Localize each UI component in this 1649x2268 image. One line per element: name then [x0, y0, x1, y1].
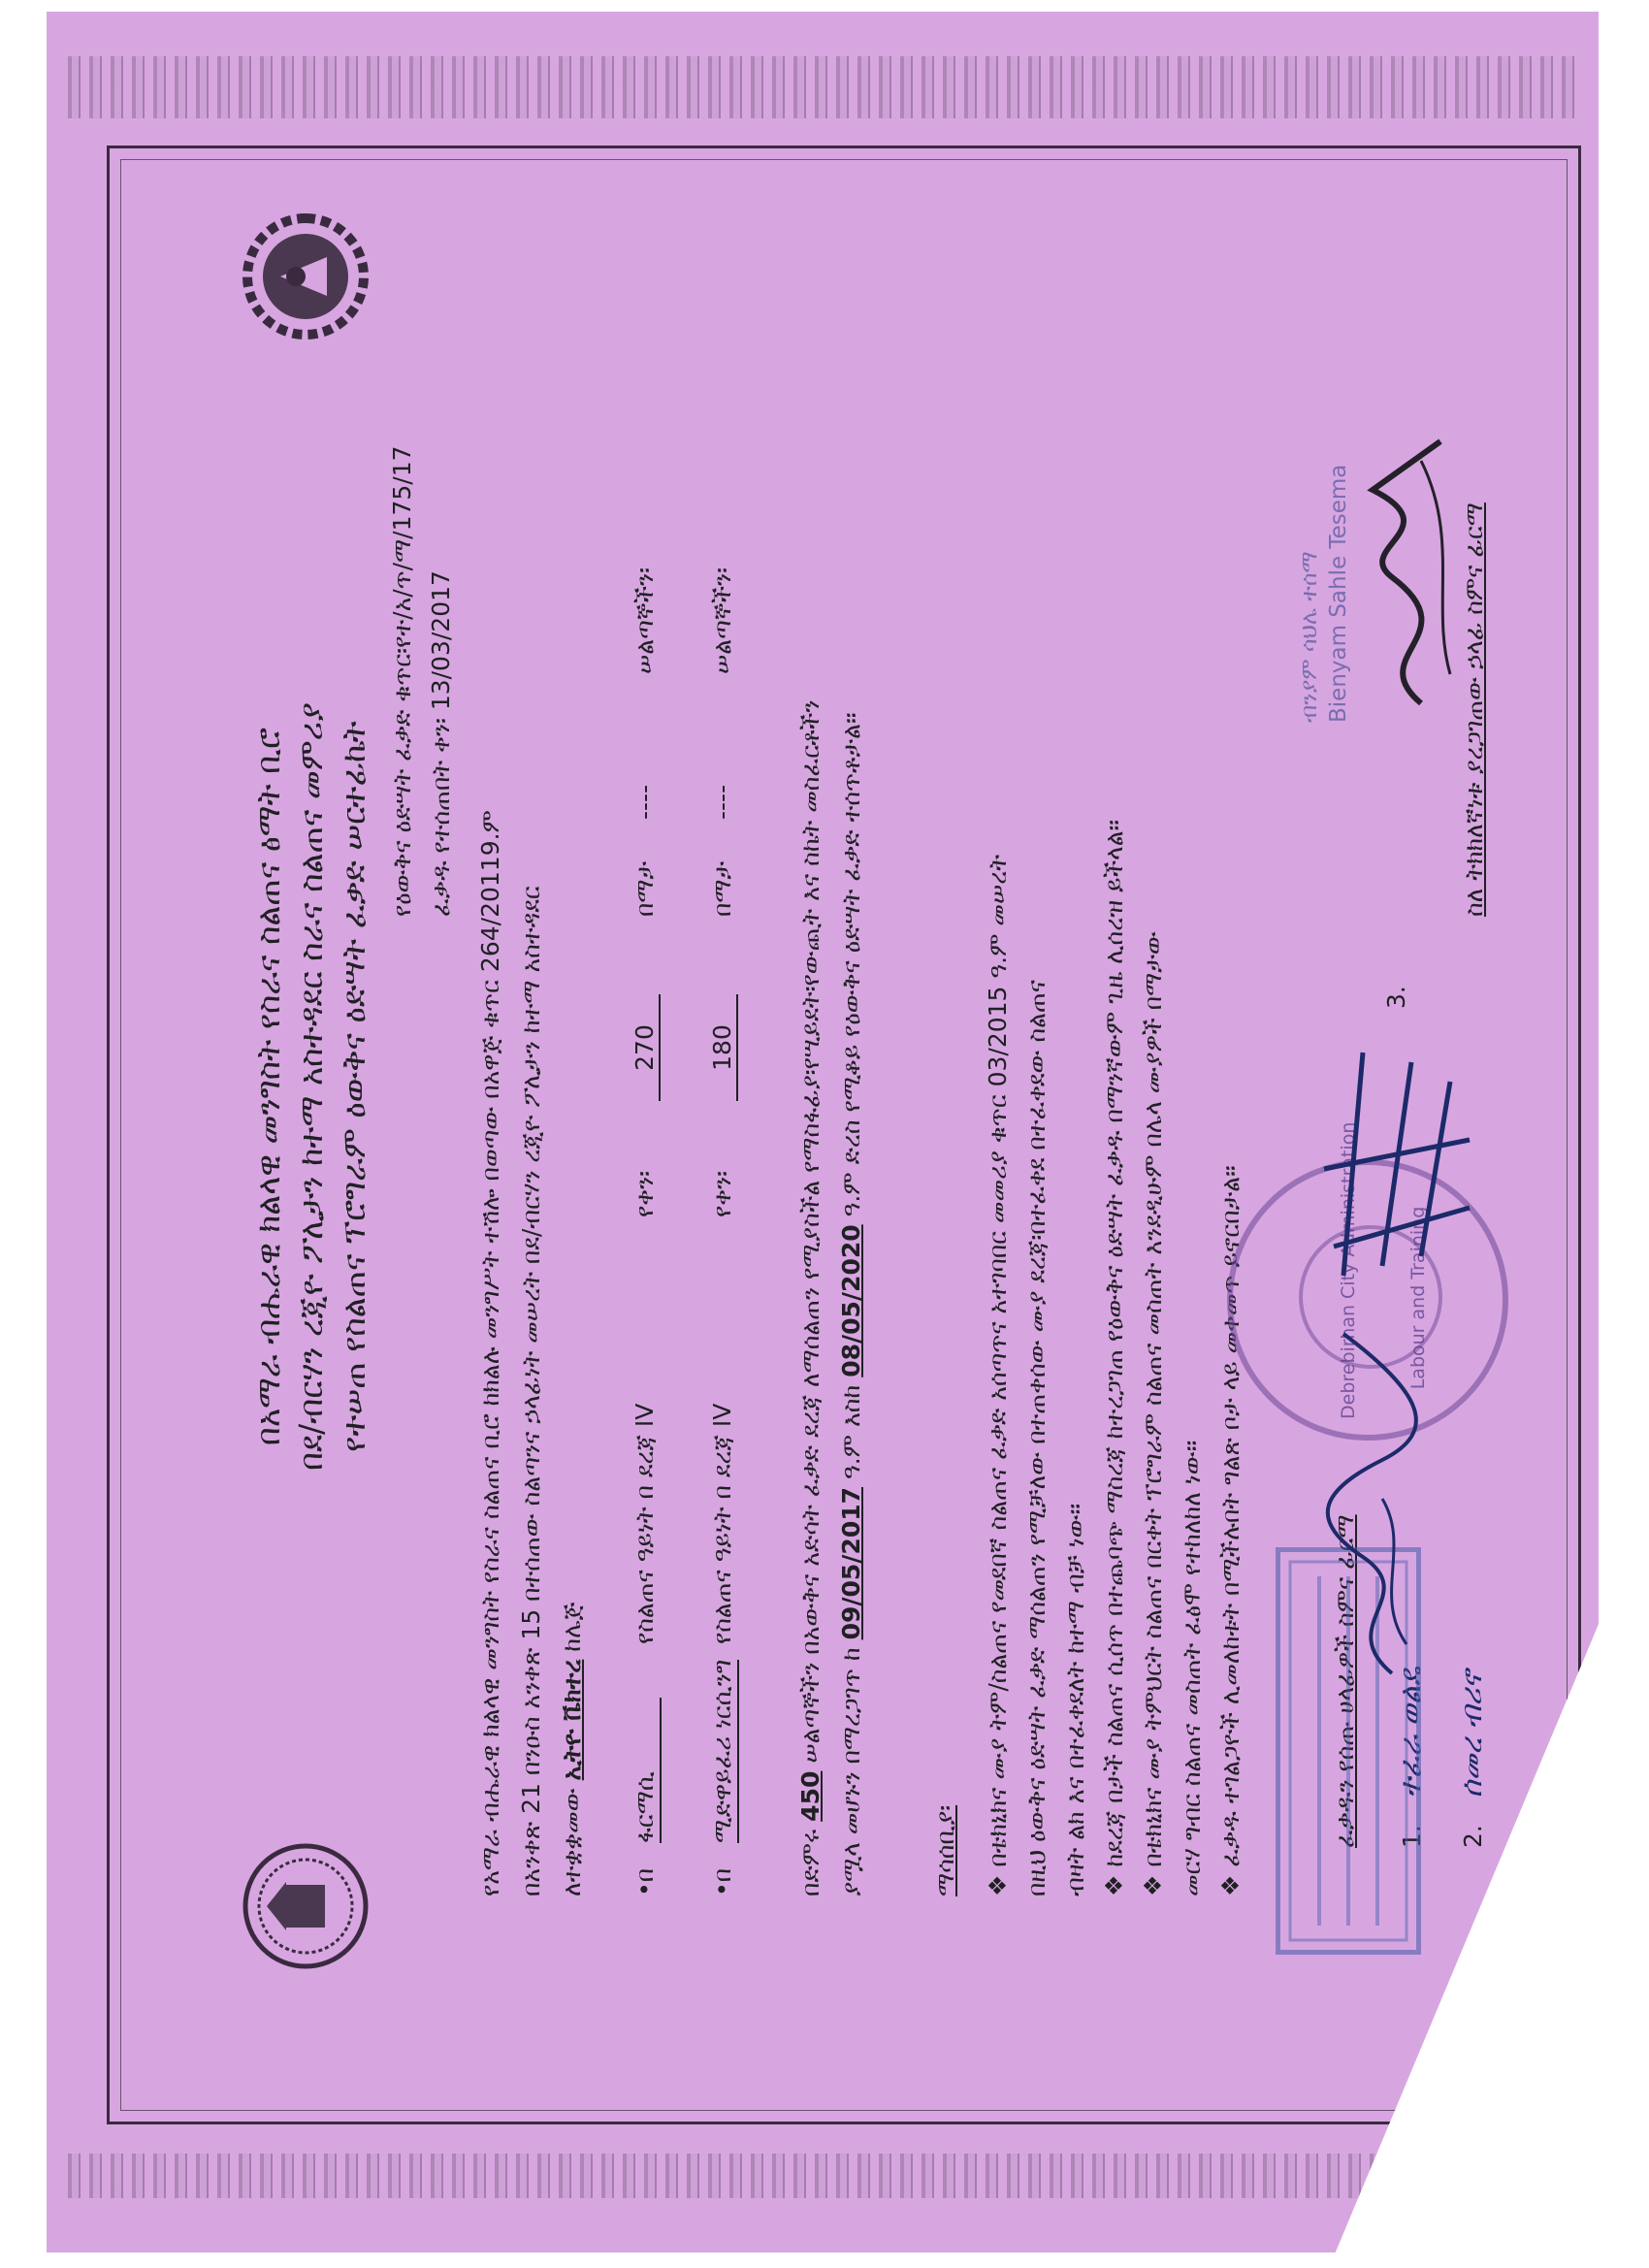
issue-date: ፈቃዱ የተሰጠበት ቀን፡ 13/03/2017 — [427, 570, 455, 917]
validity-statement — [791, 247, 872, 1896]
signatory-row — [1451, 1514, 1495, 1848]
day-label: የቀን፡ — [708, 1171, 736, 1217]
signatory-name: ሰመረ ብሪኖ — [1455, 1670, 1489, 1798]
validity-line2-pre: ያሟላ መሆኑን በማረጋገጥ ከ — [837, 1647, 865, 1896]
validity-line2-mid: ዓ.ም እስከ — [837, 1384, 865, 1480]
trade-bullet: •በ — [708, 1867, 736, 1896]
night-label: በማታ — [708, 860, 736, 917]
notice-title: ማሳሰቢያ፡ — [931, 1804, 959, 1896]
notice-item: ብዛት ልክ እና በተፈቀደለት ከተማ ብቻ ነው። — [1061, 1503, 1089, 1896]
decorative-border-bottom — [68, 2154, 1581, 2198]
heading-line-2: በደ/ብርሃን ረጂዮ ፖሊታን ከተማ አስተዳደር ስራና ስልጠና መምሪያ — [292, 702, 330, 1471]
decorative-border-top — [68, 56, 1581, 118]
trade-name: ሚድዋይፈሪ ነርሲንግ — [708, 1660, 739, 1843]
valid-from-date: 09/05/2017 — [837, 1487, 865, 1640]
notice-item: ❖ ፈቃዱ ተገልጋዮች ሊመለከቱት በሚችሉበት ግልጽ ቦታ ላይ መቀመጥ ይኖርበታል። — [1216, 1165, 1245, 1896]
officer-name-amharic: ብንያም ሳህሌ ተሰማ — [1297, 551, 1322, 723]
signatory-number: 2. — [1459, 1825, 1487, 1848]
license-meta — [383, 445, 461, 917]
notice-item: ❖ በቴክኒክና ሙያ ትምህርት ስልጠና በርቀት ፕሮግራም ስልጠና መስጠት እንደዲሁም በሌላ ሙያዎች በማታው — [1139, 931, 1167, 1896]
handwritten-signature-3 — [1334, 422, 1479, 713]
trade-tail: ሠልጣኞችን፡ — [708, 567, 736, 674]
day-trainees: 270 — [630, 994, 661, 1101]
validity-line-1 — [791, 247, 831, 1896]
heading-line-3: የተሠጠ የስልጠና ፕሮግራም ዕውቅና ዕድሣት ፈቃድ ሠርተፊኬት — [335, 721, 372, 1452]
notice-item: ❖ ከደረጃ በታች ስልጠና ሲሰጥ በተጨባጭ ማስረጃ ከተረጋገጠ የዕውቅና ዕድሣት ፈቃዱ በማንኛውም ጊዜ ሊሰረዝ ይችላል። — [1100, 819, 1128, 1896]
handwritten-signature-2 — [1305, 1033, 1479, 1285]
body-line-1: የአማራ ብሔራዊ ክልላዊ መንግስት የስራና ስልጠና ቢሮ ከክልሉ መንግሥት ተሽሎ በወጣው በአዋጅ ቁጥር 264/20119.ም — [476, 810, 504, 1896]
rotated-certificate-content — [179, 141, 1576, 2032]
signatories-title: ፈቃዱን የሰጡ ሀላፊዎች ስምና ፊርማ — [1331, 1514, 1359, 1848]
trade-name: ፋርማሲ — [630, 1698, 662, 1843]
third-signatory-number: 3. — [1382, 986, 1410, 1009]
notice-item: በዚህ ዕውቅና ዕድሣት ፈቃድ ማሰልጠን የሚቻለው በተጠቀሰው ሙያ ደረጃ፡በተፈቀደ በተፈቀደው ስልጠና — [1022, 979, 1051, 1896]
day-trainees: 180 — [708, 994, 738, 1101]
trade-level: የስልጠና ዓይነት በ ደረጃ IV — [630, 1403, 659, 1644]
notice-section — [926, 296, 1250, 1896]
verification-footer: ስለ ትክክለኛነቱ ያረጋገጠው ኃላፊ ስምና ፊርማ — [1460, 502, 1488, 917]
validity-line2-post: ዓ.ም ድረስ የሚቆይ የዕውቅና ዕድሣት ፈቃድ ተሰጥቶታል። — [837, 712, 865, 1217]
body-line-3-pre: ለተቋቋመው — [558, 1788, 586, 1896]
day-label: የቀን፡ — [630, 1171, 659, 1217]
body-line-3-post: ከሌጅ — [558, 1602, 586, 1652]
handwritten-signature-1 — [1314, 1314, 1431, 1683]
night-label: በማታ — [630, 860, 659, 917]
valid-to-date: 08/05/2020 — [837, 1224, 865, 1377]
certificate-heading — [247, 141, 375, 2032]
notice-item: ❖ በቴክኒክና ሙያ ትም/ስልጠና የመደበኛ ስልጠና ፈቃድ አሰጣጥና አተገባበር መመሪያ ቁጥር 03/2015 ዓ.ም መሠረት — [984, 854, 1012, 1896]
stamp-text: Debrebirhan City Administration Labour and Training — [1338, 1121, 1429, 1419]
night-trainees: ---- — [708, 784, 736, 820]
heading-line-1: በአማራ ብሔራዊ ክልላዊ መንግስት የስራና ስልጠና ፅማት ቢሮ — [249, 727, 287, 1446]
officer-name-latin: Bienyam Sahle Tesema — [1326, 464, 1351, 723]
notice-item: መርሃ ግብር ስልጠና መስጠት ፈፅሞ የተከለከለ ነው። — [1178, 1440, 1206, 1896]
license-number: የዕውቅና ዕድሣት ፈቃድ ቁጥር፡የተ/አ/ጥ/ማ/175/17 — [388, 445, 416, 917]
validity-line-2 — [831, 247, 872, 1896]
college-name: ኢትዮ ቬክተረ — [558, 1659, 586, 1781]
signatory-name: ተፈራ ወልዴ — [1394, 1666, 1428, 1798]
validity-pre: በድምሩ — [796, 1829, 824, 1896]
body-line-2: በአንቀጽ 21 በንዑስ አንቀጽ 15 በተሰጠው ስልጣንና ኃላፊነት መሠረት በደ/ብርሃን ረጂዮ ፖሊታን ከተማ አስተዳደር — [517, 886, 545, 1896]
body-line-3 — [552, 247, 593, 1896]
night-trainees: ---- — [630, 784, 659, 820]
trade-level: የስልጠና ዓይነት በ ደረጃ IV — [708, 1403, 736, 1644]
license-body — [470, 247, 593, 1896]
validity-mid: ሠልጣኞችን በአውቅና አድሳት ፈቃድ ደረጃ ለማሰልጠን የሚያስችል የማስፋፊያ፡የሢይደት፡የውጪት እና ስኬት መስፈርቶችን — [796, 699, 824, 1764]
trade-tail: ሠልጣኞችን፡ — [630, 567, 659, 674]
signatory-number: 1. — [1398, 1825, 1426, 1848]
total-trainees: 450 — [796, 1770, 824, 1822]
trade-bullet: •በ — [630, 1867, 659, 1896]
